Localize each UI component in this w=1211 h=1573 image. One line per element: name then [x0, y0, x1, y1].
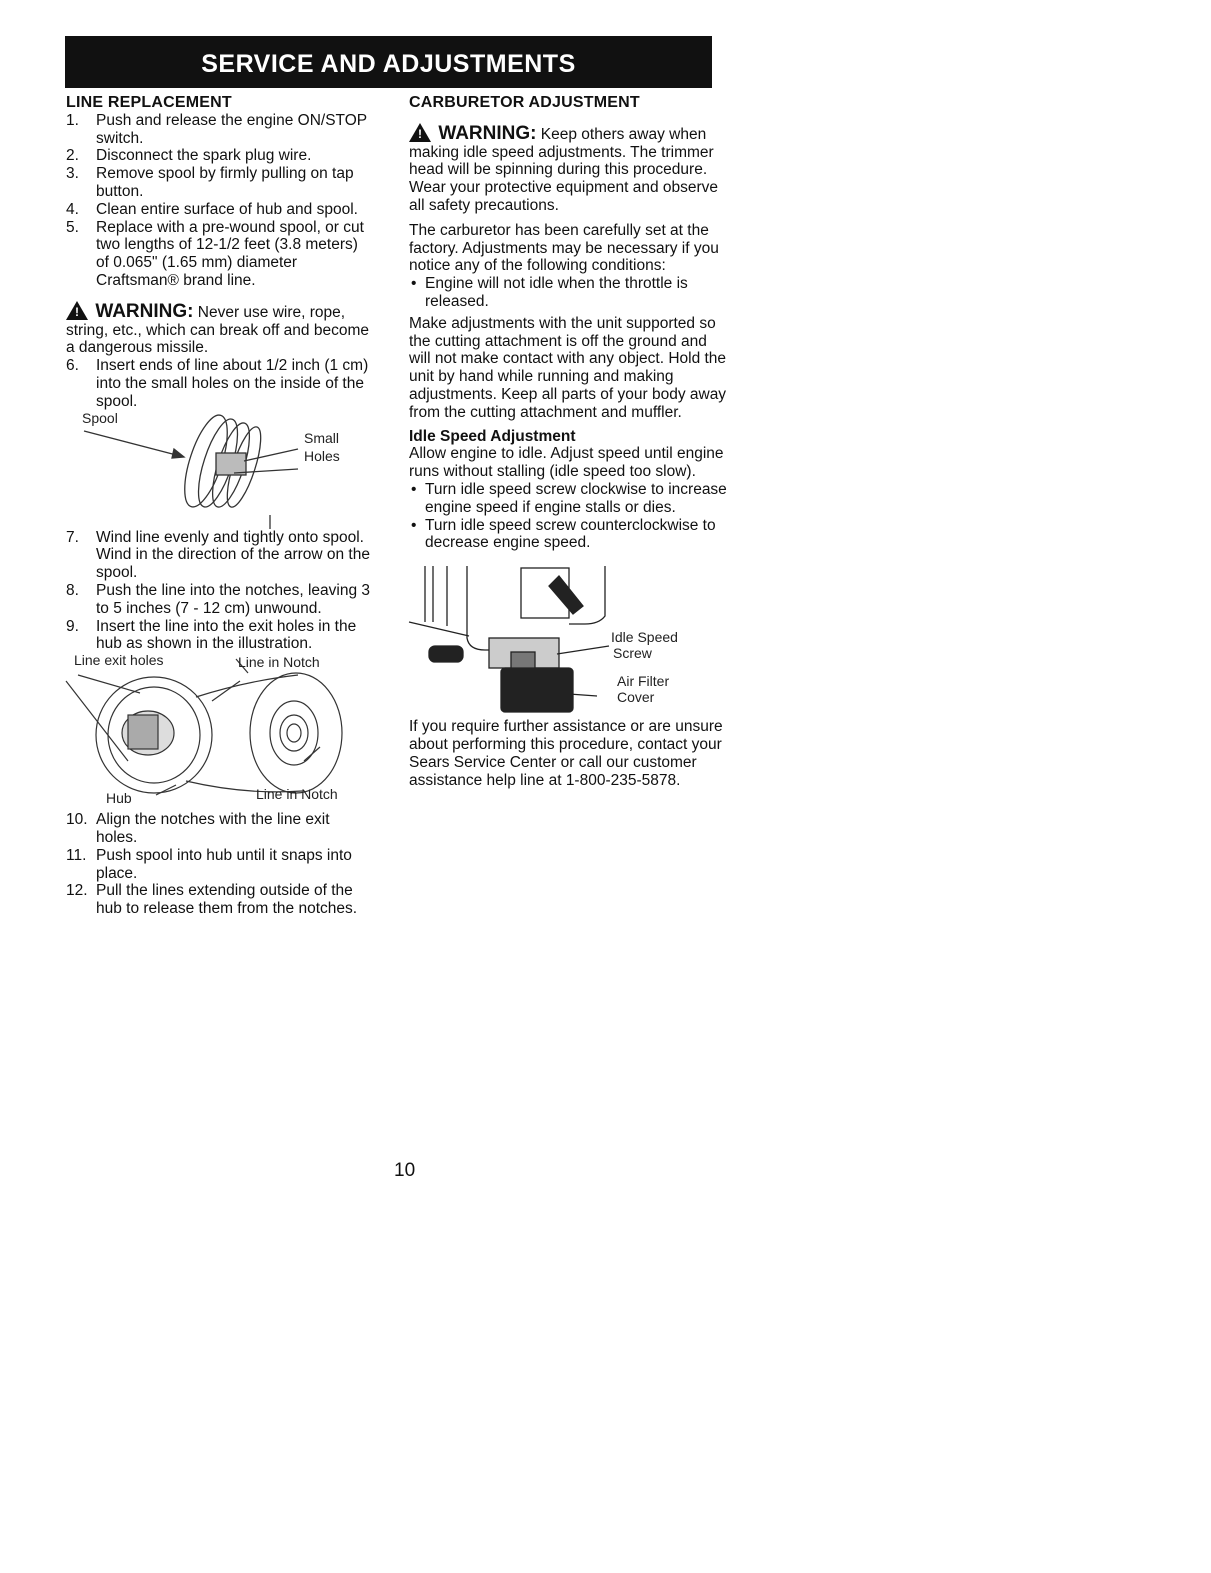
step-text: Disconnect the spark plug wire. [96, 147, 312, 165]
step-number: 4. [66, 200, 79, 218]
label-line-exit-holes: Line exit holes [74, 652, 164, 669]
bullet-text: Turn idle speed screw counterclockwise to decrease engine speed. [425, 516, 716, 552]
bullet-dot: • [411, 516, 417, 534]
step-number: 1. [66, 111, 79, 129]
step-item [66, 165, 372, 201]
label-cover: Cover [617, 689, 655, 706]
steps-list-a [66, 112, 372, 290]
steps-list-c [66, 811, 372, 918]
warning-block-left [66, 301, 372, 357]
bullet-text: Engine will not idle when the throttle is released. [425, 275, 688, 310]
left-column [66, 94, 372, 918]
step-text: Insert ends of line about 1/2 inch (1 cm) into the small holes on the inside of the spool. [96, 357, 369, 410]
label-line-in-notch-bottom: Line in Notch [256, 786, 338, 803]
step-number: 7. [66, 528, 79, 546]
bullet-text: Turn idle speed screw clockwise to increase engine speed if engine stalls or dies. [425, 480, 727, 516]
step-item [66, 618, 372, 654]
bullet-item [409, 517, 727, 553]
warning-text: Keep others away when making idle speed adjustments. The trimmer head will be spinning during this procedure. Wear your protective equipment and observe all safety precautions. [409, 125, 719, 214]
step-number: 10. [66, 811, 88, 829]
step-number: 3. [66, 165, 79, 183]
steps-list-b [66, 529, 372, 654]
step-item [66, 201, 372, 219]
step-text: Replace with a pre-wound spool, or cut two lengths of 12-1/2 feet (3.8 meters) of 0.065" (1.65 mm) diameter Craftsman® brand line. [96, 218, 364, 289]
warning-label: WARNING: [95, 300, 194, 322]
bullet-dot: • [411, 275, 417, 293]
bullet-item [409, 275, 727, 311]
step-item [66, 811, 372, 847]
step-number: 8. [66, 581, 79, 599]
step-number: 5. [66, 218, 79, 236]
step-text: Insert the line into the exit holes in the hub as shown in the illustration. [96, 617, 357, 653]
paragraph-further-assistance: If you require further assistance or are unsure about performing this procedure, contact your Sears Service Center or call our customer assistance help line at 1-800-235-5878. [409, 718, 723, 789]
step-text: Push and release the engine ON/STOP switch. [96, 111, 367, 147]
step-text: Wind line evenly and tightly onto spool. Wind in the direction of the arrow on the spool. [96, 528, 370, 582]
step-text: Align the notches with the line exit holes. [96, 811, 330, 846]
section-banner: SERVICE AND ADJUSTMENTS [65, 36, 712, 88]
warning-label: WARNING: [438, 122, 537, 144]
bullet-dot: • [411, 480, 417, 498]
paragraph-factory-set: The carburetor has been carefully set at the factory. Adjustments may be necessary if you notice any of the following conditions: [409, 221, 719, 275]
step-item [66, 847, 372, 883]
step-number: 12. [66, 882, 88, 900]
warning-text: Never use wire, rope, string, etc., which can break off and become a dangerous missile. [66, 303, 369, 357]
carburetor-figure [409, 566, 727, 718]
step-item [66, 529, 372, 582]
step-number: 6. [66, 357, 79, 375]
step-text: Pull the lines extending outside of the hub to release them from the notches. [96, 882, 358, 918]
line-replacement-heading: LINE REPLACEMENT [66, 94, 232, 111]
label-air-filter: Air Filter [617, 673, 670, 690]
paragraph-make-adjustments: Make adjustments with the unit supported so the cutting attachment is off the ground and will not make contact with any object. Hold the unit by hand while running and making adjustments. Keep all parts of your body away from the cutting attachment and muffler. [409, 314, 727, 421]
carburetor-heading: CARBURETOR ADJUSTMENT [409, 94, 640, 111]
warning-block-right [409, 123, 727, 215]
hub-figure [66, 653, 372, 811]
step-number: 2. [66, 147, 79, 165]
bullet-item [409, 481, 727, 517]
spool-figure [66, 411, 372, 529]
label-hub: Hub [106, 790, 132, 807]
idle-bullets [409, 481, 727, 552]
label-holes: Holes [304, 447, 340, 464]
label-spool: Spool [82, 409, 118, 426]
step-item [66, 147, 372, 165]
step-item [66, 582, 372, 618]
step-text: Push spool into hub until it snaps into place. [96, 846, 352, 882]
label-line-in-notch-top: Line in Notch [238, 654, 320, 671]
right-column [409, 94, 727, 789]
idle-speed-subheading: Idle Speed Adjustment [409, 427, 576, 445]
step-6 [66, 357, 372, 410]
step-item [66, 882, 372, 918]
label-idle-speed: Idle Speed [611, 629, 678, 646]
step-text: Clean entire surface of hub and spool. [96, 200, 358, 218]
label-small: Small [304, 429, 340, 446]
spool-illustration [66, 411, 366, 529]
step-text: Push the line into the notches, leaving 3 to 5 inches (7 - 12 cm) unwound. [96, 581, 371, 617]
label-screw: Screw [613, 645, 652, 662]
step-number: 9. [66, 617, 79, 635]
step-item [66, 219, 372, 290]
step-text: Remove spool by firmly pulling on tap button. [96, 165, 354, 200]
warning-triangle-icon: ! [66, 301, 88, 320]
step-number: 11. [66, 846, 87, 864]
warning-triangle-icon: ! [409, 123, 431, 142]
step-item [66, 112, 372, 148]
paragraph-allow-idle: Allow engine to idle. Adjust speed until engine runs without stalling (idle speed too slow). [409, 445, 724, 481]
page-number: 10 [394, 1160, 416, 1181]
